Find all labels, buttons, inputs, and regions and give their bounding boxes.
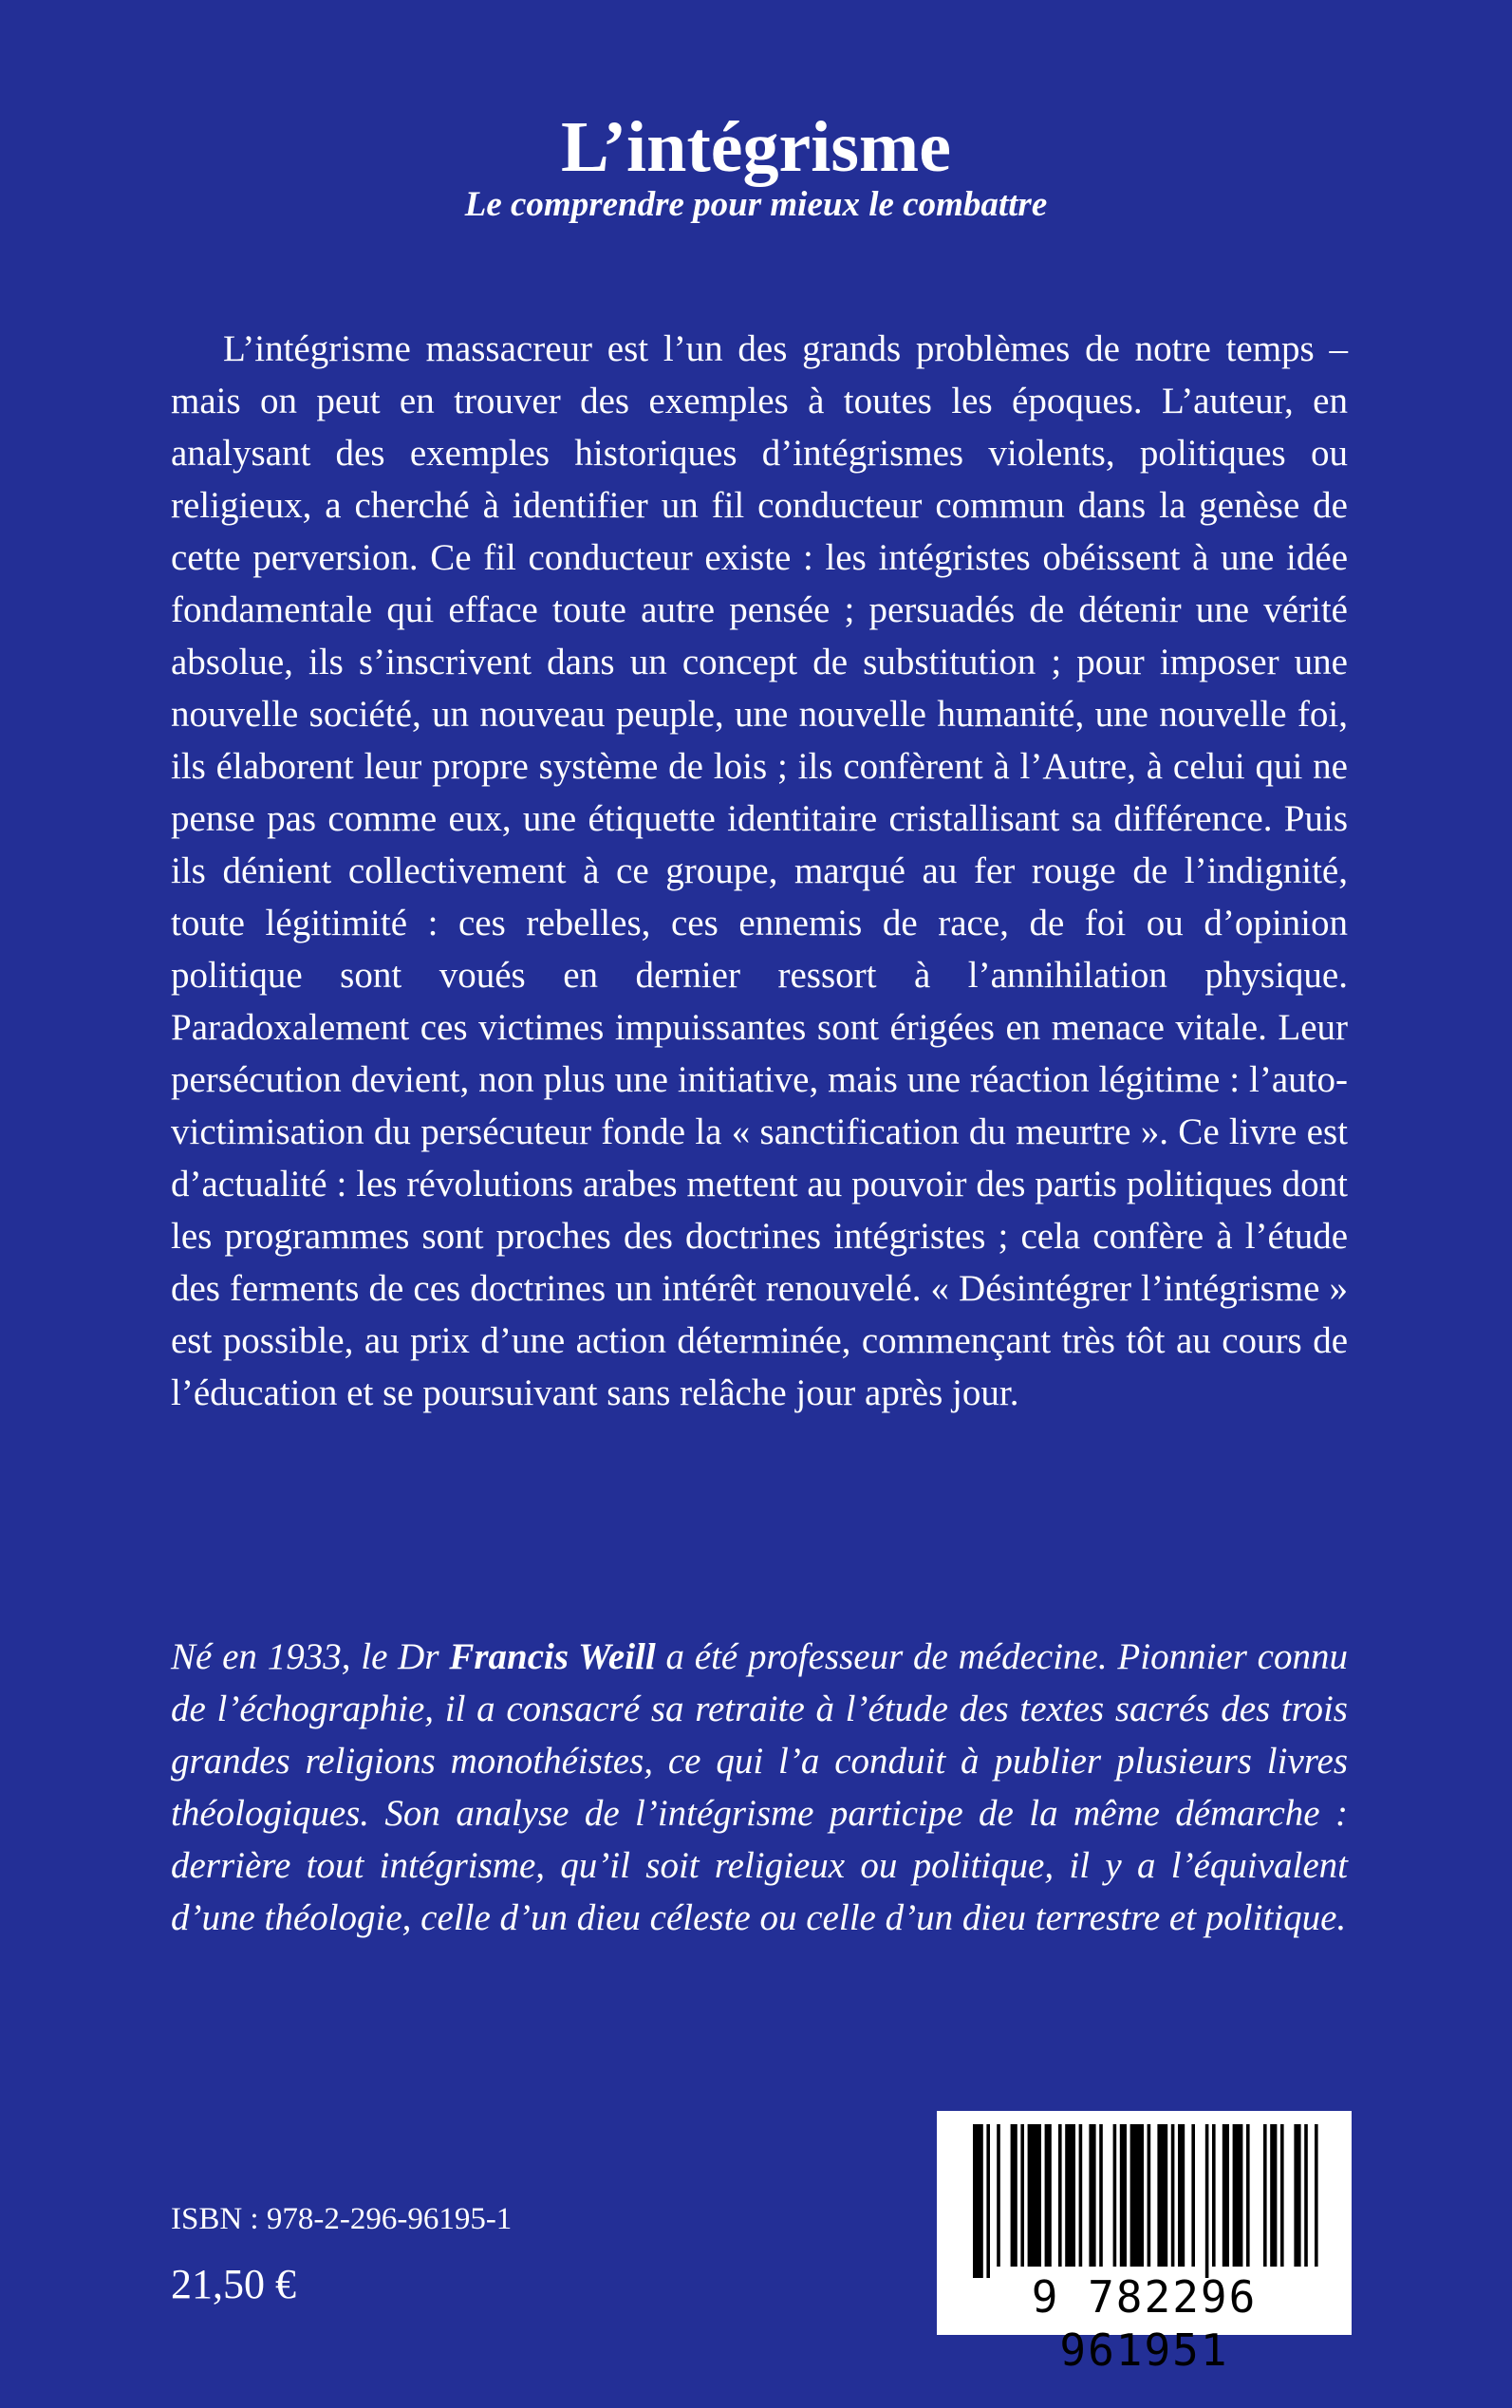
barcode-bar	[1113, 2124, 1117, 2267]
barcode-bar	[1028, 2124, 1041, 2267]
barcode-bar	[1280, 2124, 1284, 2267]
barcode-bar	[1011, 2124, 1017, 2267]
book-summary: L’intégrisme massacreur est l’un des grands problèmes de notre temps – mais on peut en trouver des exemples à toutes les époques. L’auteur, en analysant des exemples historiques d’intégrismes violents, politiques ou religieux, a cherché à identifier un fil conducteur commun dans la genèse de cette perversion. Ce fil conducteur existe : les intégristes obéissent à une idée fondamentale qui efface toute autre pensée ; persuadés de détenir une vérité absolue, ils s’inscrivent dans un concept de substitution ; pour imposer une nouvelle société, un nouveau peuple, une nouvelle humanité, une nouvelle foi, ils élaborent leur propre système de lois ; ils confèrent à l’Autre, à celui qui ne pense pas comme eux, une étiquette identitaire cristallisant sa différence. Puis ils dénient collectivement à ce groupe, marqué au fer rouge de l’indignité, toute légitimité : ces rebelles, ces ennemis de race, de foi ou d’opinion politique sont voués en dernier ressort à l’annihilation physique. Paradoxalement ces victimes impuissantes sont érigées en menace vitale. Leur persécution devient, non plus une initiative, mais une réaction légitime : l’auto-victimisation du persécuteur fonde la « sanctification du meurtre ». Ce livre est d’actualité : les révolutions arabes mettent au pouvoir des partis politiques dont les programmes sont proches des doctrines intégristes ; cela confère à l’étude des ferments de ces doctrines un intérêt renouvelé. « Désintégrer l’intégrisme » est possible, au prix d’une action déterminée, commençant très tôt au cours de l’éducation et se poursuivant sans relâche jour après jour.	[171, 328, 1348, 1413]
barcode-bar	[1099, 2124, 1103, 2267]
barcode-bar	[1079, 2124, 1083, 2267]
barcode-bar	[1089, 2124, 1095, 2267]
barcode-bar	[1020, 2124, 1024, 2267]
barcode-bar	[1223, 2124, 1229, 2267]
barcode-bar	[1294, 2124, 1300, 2267]
barcode-bar	[1205, 2124, 1209, 2278]
barcode-number: 9 782296 961951	[1031, 2271, 1258, 2376]
barcode-bar	[1304, 2124, 1308, 2267]
barcode-bar	[1045, 2124, 1052, 2267]
barcode-bar	[1212, 2124, 1216, 2267]
barcode-bar	[1058, 2124, 1062, 2267]
barcode-bar	[1120, 2124, 1127, 2267]
author-name: Francis Weill	[449, 1636, 656, 1677]
barcode-bar	[1157, 2124, 1167, 2267]
barcode-bar	[1130, 2124, 1144, 2267]
price-label: 21,50 €	[171, 2261, 296, 2307]
barcode-bar	[1263, 2124, 1267, 2267]
barcode-bar	[1178, 2124, 1185, 2267]
barcode-bar	[1171, 2124, 1175, 2267]
author-bio	[171, 1631, 1348, 1944]
barcode-bar	[1148, 2124, 1151, 2267]
barcode-bar	[1191, 2124, 1195, 2267]
barcode-bar	[973, 2124, 983, 2278]
barcode	[937, 2111, 1352, 2376]
barcode-bar	[1270, 2124, 1277, 2267]
book-subtitle: Le comprendre pour mieux le combattre	[464, 185, 1048, 224]
barcode-bar	[1246, 2124, 1250, 2267]
isbn-label: ISBN : 978-2-296-96195-1	[171, 2202, 513, 2236]
barcode-bar	[1233, 2124, 1243, 2267]
barcode-bar	[1315, 2124, 1318, 2267]
author-bio-text: a été professeur de médecine. Pionnier connu de l’échographie, il a consacré sa retraite à l’étude des textes sacrés des trois grandes religions monothéistes, ce qui l’a conduit à publier plusieurs livres théologiques. Son analyse de l’intégrisme participe de la même démarche : derrière tout intégrisme, qu’il soit religieux ou politique, il y a l’équivalent d’une théologie, celle d’un dieu céleste ou celle d’un dieu terrestre et politique.	[171, 1636, 1348, 1938]
barcode-bar	[1065, 2124, 1075, 2267]
book-title: L’intégrisme	[561, 107, 951, 187]
barcode-bar	[997, 2124, 1000, 2267]
barcode-bar	[986, 2124, 990, 2278]
author-bio-intro: Né en 1933, le Dr	[171, 1636, 450, 1677]
